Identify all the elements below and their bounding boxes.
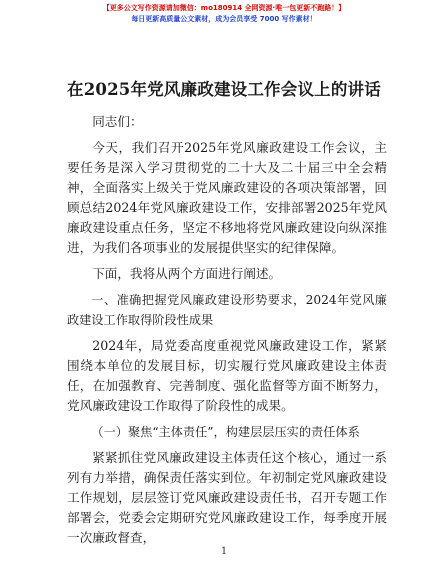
promo-banner-line-2: 每日更新高质量公文素材，成为会员享受 7000 写作素材！ [131,15,317,23]
document-body [67,112,387,548]
subsection-heading-1: （一）聚焦“主体责任”，构建层层压实的责任体系 [91,425,360,439]
paragraph-intro: 今天，我们召开2025年党风廉政建设工作会议，主要任务是深入学习贯彻党的二十大及二十届三中全会精神，全面落实上级关于党风廉政建设的各项决策部署，回顾总结2024年党风廉政建设工作，安排部署2025年党风廉政建设重点任务，坚定不移地将党风廉政建设向纵深推进，为我们各项事业的发展提供坚实的纪律保障。 [67,140,387,255]
page-number: 1 [220,546,228,557]
paragraph-responsibility: 紧紧抓住党风廉政建设主体责任这个核心，通过一系列有力举措，确保责任落实到位。年初制定党风廉政建设工作规划，层层签订党风廉政建设责任书，召开专题工作部署会，党委会定期研究党风廉政建设工作，每季度开展一次廉政督查， [67,450,387,545]
section-heading-1: 一、准确把握党风廉政建设形势要求，2024年党风廉政建设工作取得阶段性成果 [67,293,387,327]
document-title: 在2025年党风廉政建设工作会议上的讲话 [67,80,381,99]
promo-banner [0,3,448,25]
promo-banner-line-1: 【更多公文写作资源请加微信：mo180914 全网资源·唯一包更新不跑路！】 [102,4,346,12]
paragraph-outline: 下面，我将从两个方面进行阐述。 [92,266,282,281]
paragraph-achievements: 2024年，局党委高度重视党风廉政建设工作，紧紧围绕本单位的发展目标，切实履行党风廉政建设主体责任，在加强教育、完善制度、强化监督等方面不断努力，党风廉政建设工作取得了阶段性的成果。 [67,338,387,413]
salutation: 同志们： [92,114,143,129]
